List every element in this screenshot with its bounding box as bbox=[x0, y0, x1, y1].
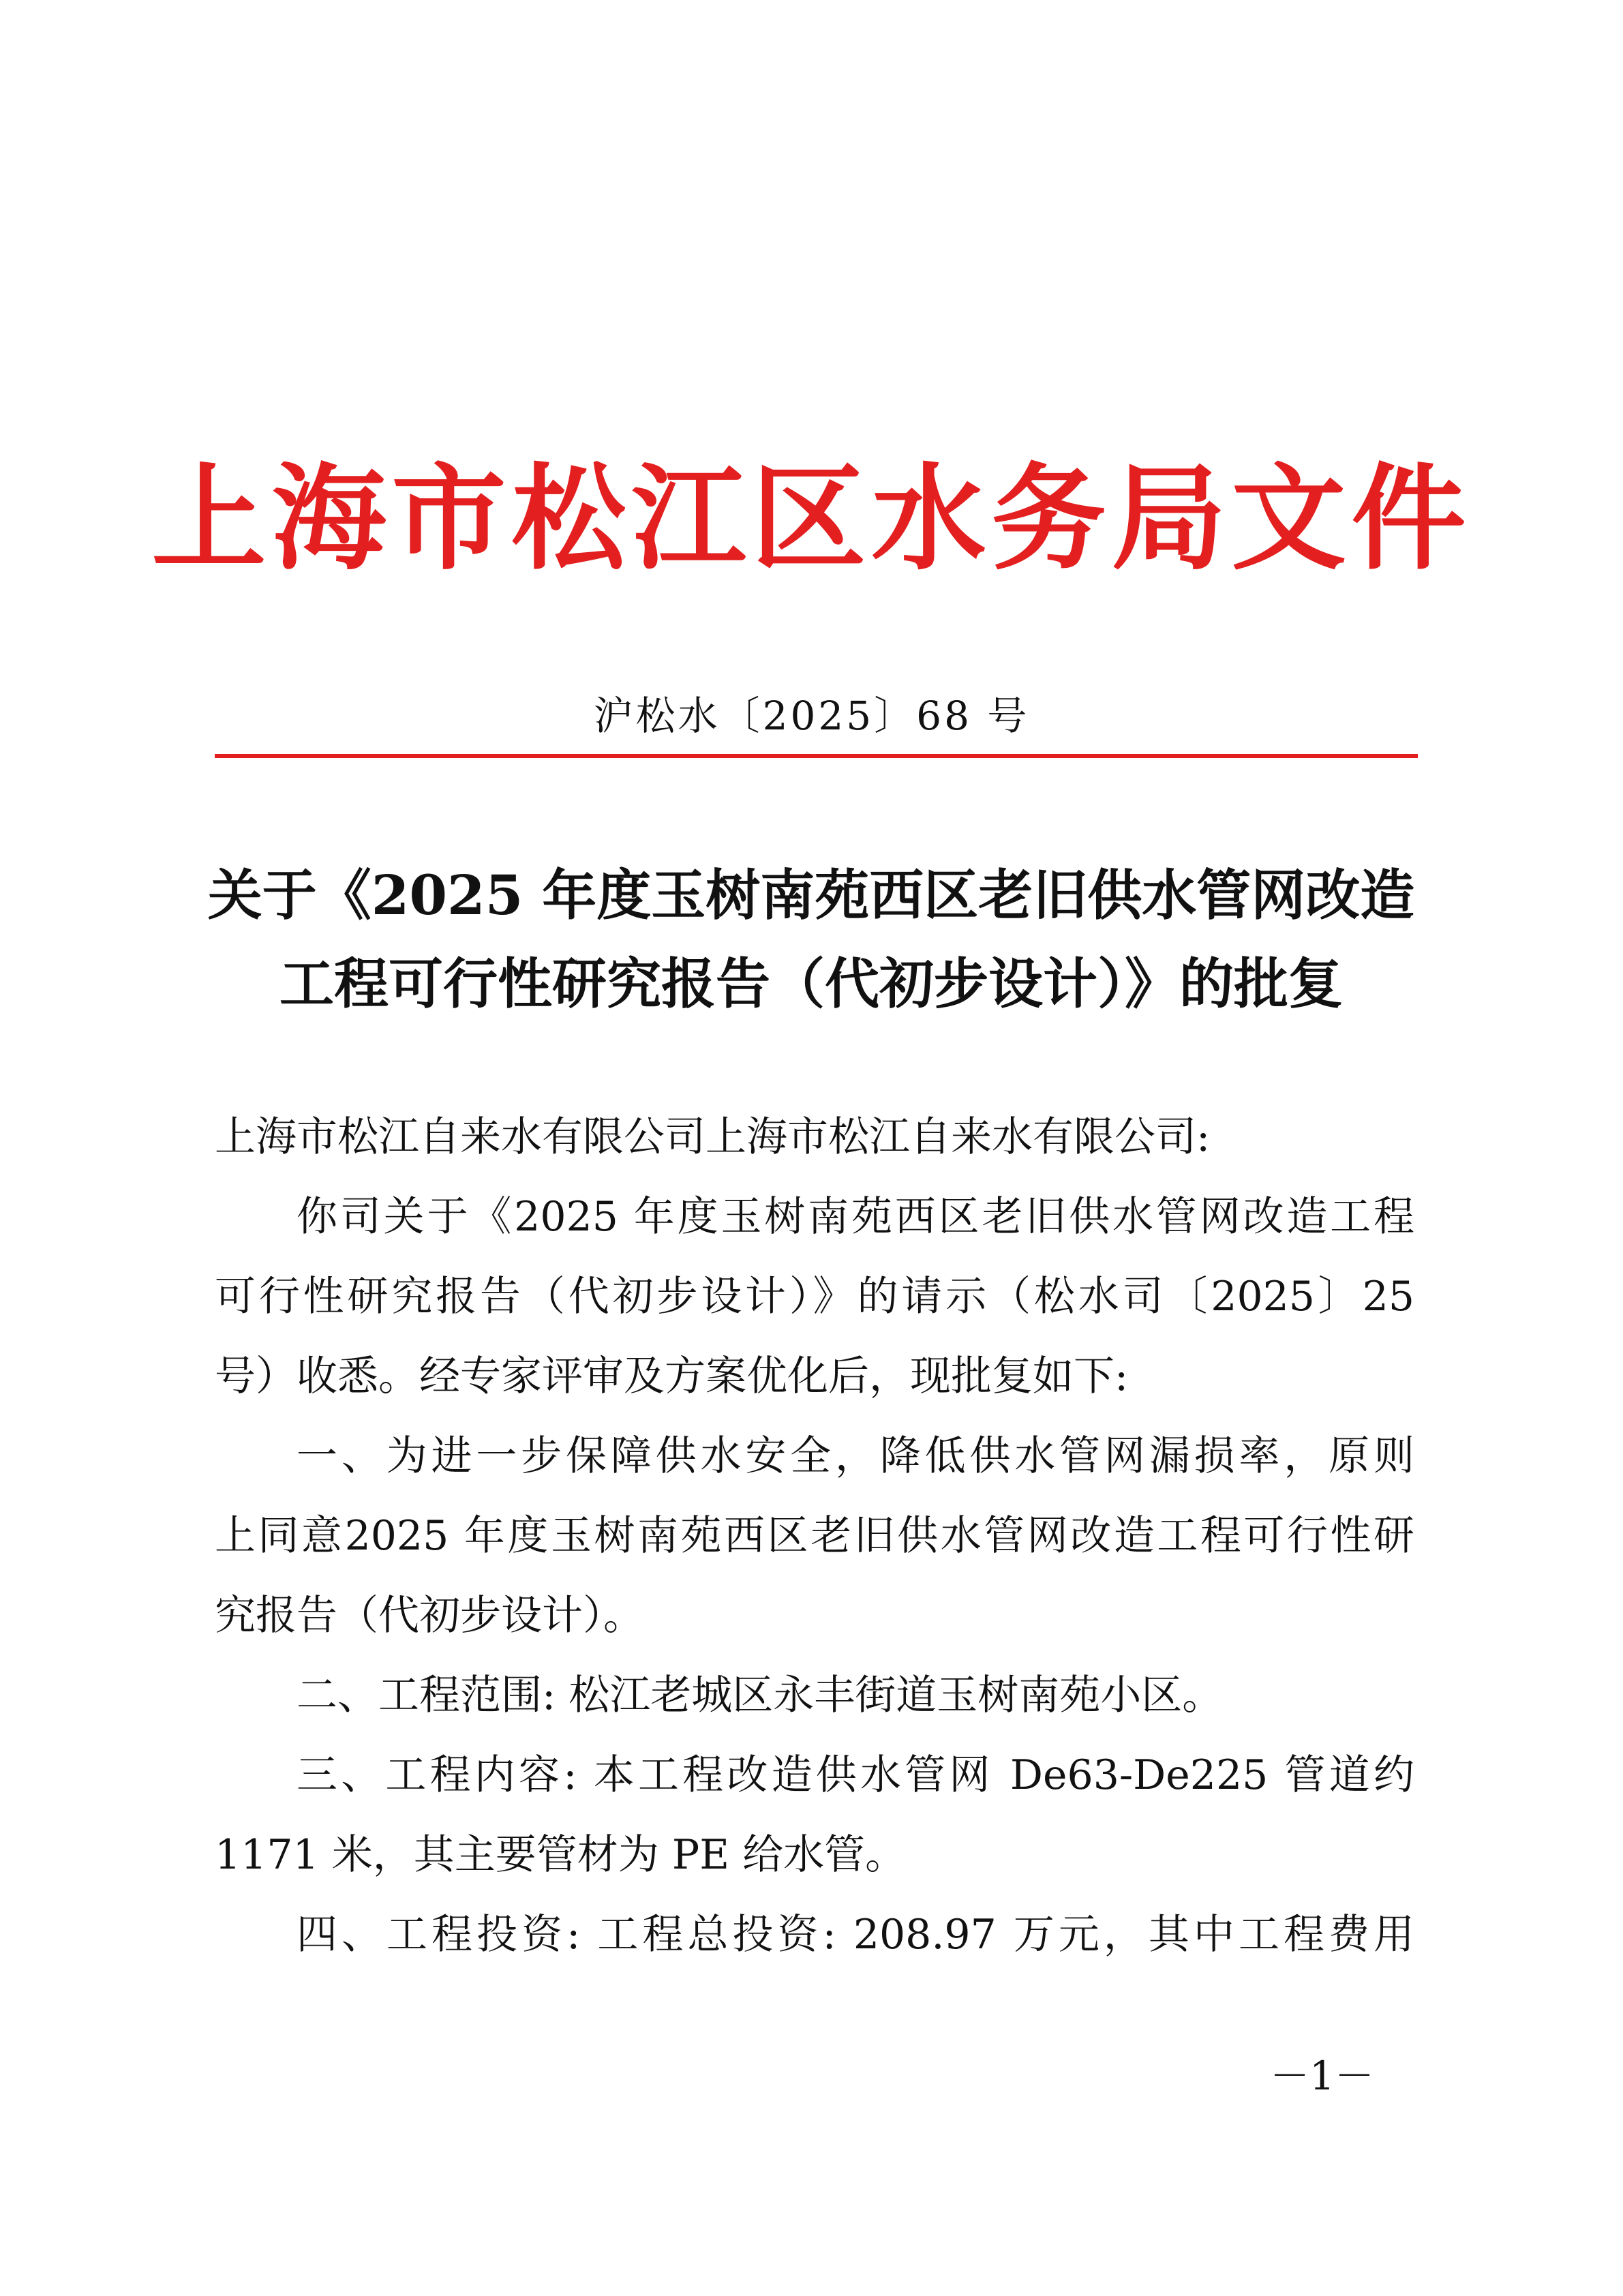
body-line: 二、工程范围: 松江老城区永丰街道玉树南苑小区。 bbox=[297, 1672, 1224, 1719]
page-number: －1－ bbox=[1270, 2053, 1374, 2099]
body-line: 1171 米，其主要管材为 PE 给水管。 bbox=[215, 1831, 907, 1879]
body-line: 你司关于《2025 年度玉树南苑西区老旧供水管网改造工程 bbox=[297, 1193, 1414, 1241]
issuing-authority-title: 上海市松江区水务局文件 bbox=[151, 451, 1472, 586]
document-number: 沪松水〔2025〕68 号 bbox=[593, 693, 1030, 739]
recipient-line: 上海市松江自来水有限公司上海市松江自来水有限公司: bbox=[215, 1113, 1211, 1161]
body-line: 号）收悉。经专家评审及方案优化后，现批复如下: bbox=[215, 1353, 1129, 1400]
body-line: 四、工程投资: 工程总投资: 208.97 万元，其中工程费用 bbox=[297, 1911, 1414, 1959]
subject-line: 工程可行性研究报告（代初步设计）》的批复 bbox=[279, 952, 1343, 1016]
red-divider-line bbox=[215, 754, 1418, 758]
body-line: 究报告（代初步设计）。 bbox=[215, 1592, 644, 1640]
body-line: 一、为进一步保障供水安全，降低供水管网漏损率，原则 bbox=[297, 1432, 1414, 1480]
body-line: 上同意2025 年度玉树南苑西区老旧供水管网改造工程可行性研 bbox=[215, 1512, 1414, 1560]
document-subject bbox=[170, 851, 1452, 1028]
document-body bbox=[215, 1098, 1414, 1975]
body-line: 三、工程内容: 本工程改造供水管网 De63-De225 管道约 bbox=[297, 1751, 1414, 1799]
body-line: 可行性研究报告（代初步设计）》的请示（松水司〔2025〕25 bbox=[215, 1273, 1414, 1320]
subject-line: 关于《2025 年度玉树南苑西区老旧供水管网改造 bbox=[207, 863, 1415, 927]
